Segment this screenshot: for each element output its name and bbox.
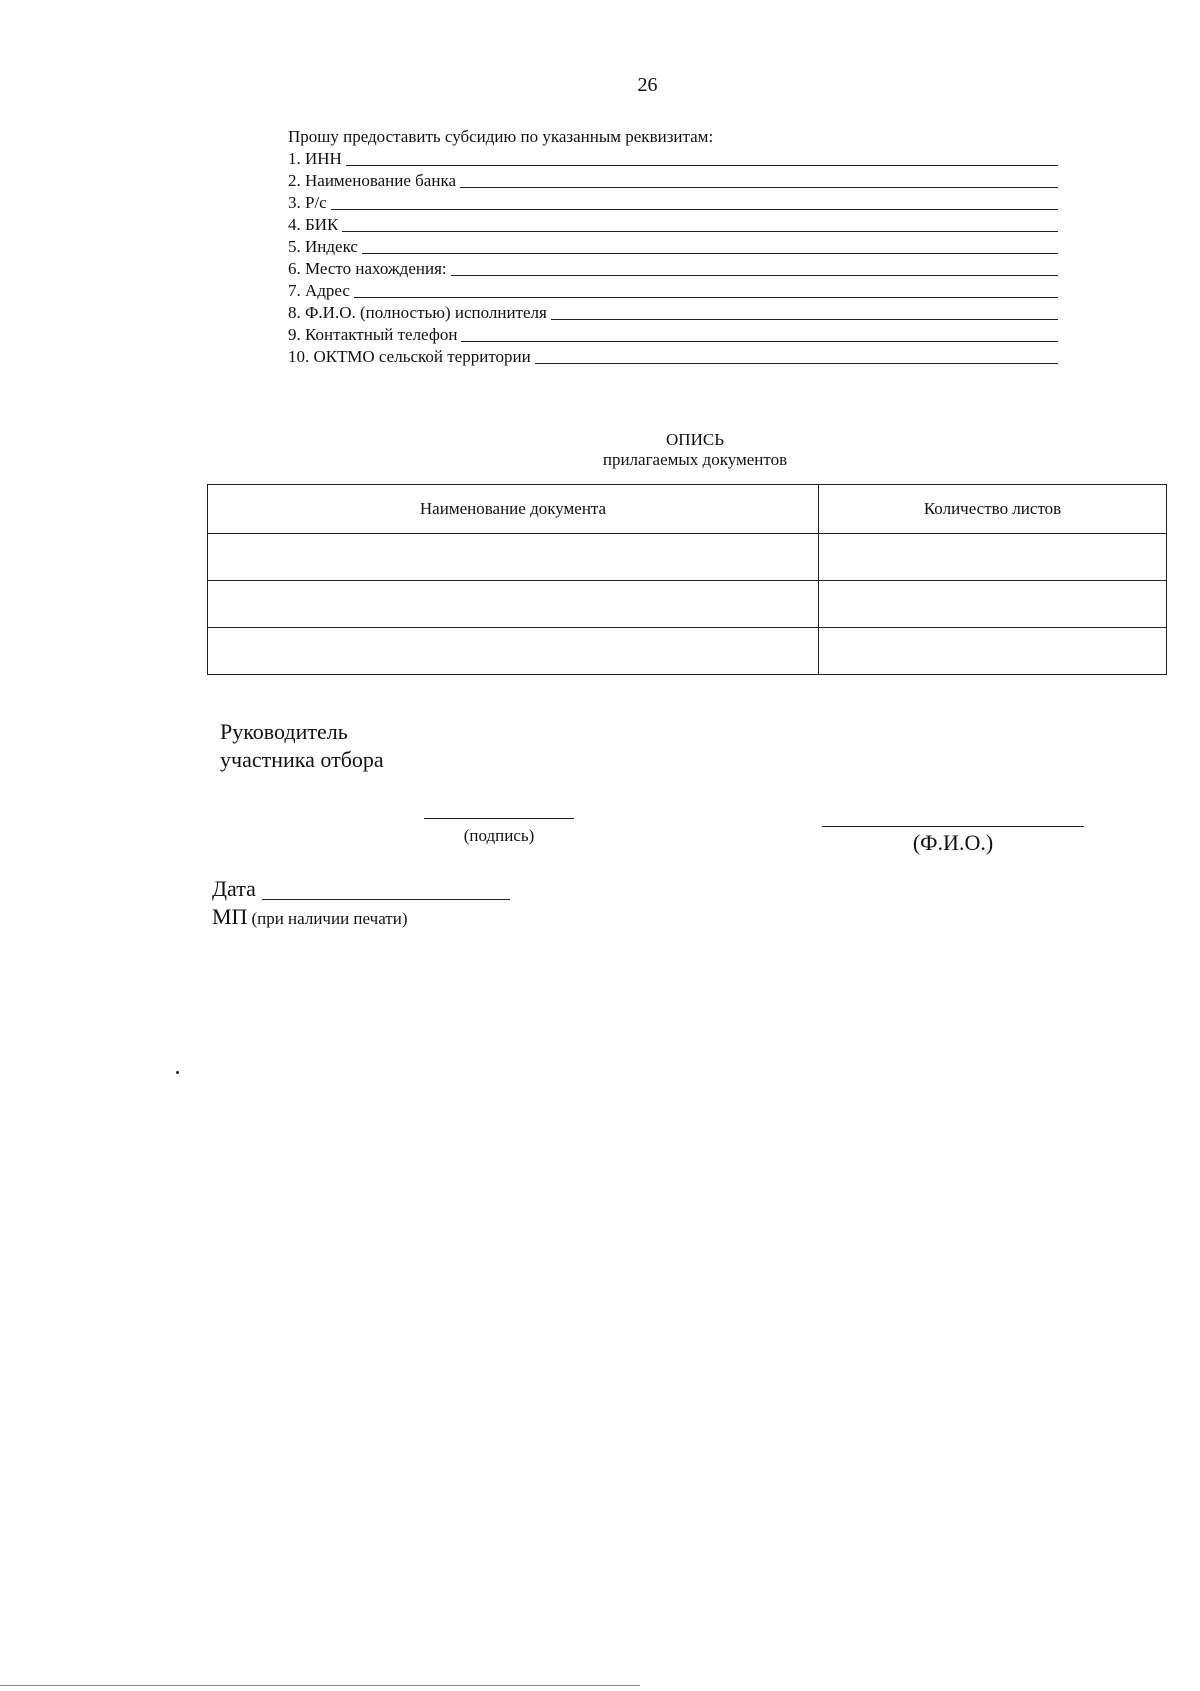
page-number: 26 <box>637 74 658 96</box>
requisite-label: 1. ИНН <box>288 149 342 168</box>
date-label: Дата <box>212 876 256 901</box>
requisite-account <box>288 192 1058 214</box>
requisite-label: 5. Индекс <box>288 237 358 256</box>
table-cell-document-name[interactable] <box>208 534 819 581</box>
requisite-label: 3. Р/с <box>288 193 327 212</box>
full-name-caption: (Ф.И.О.) <box>912 830 994 855</box>
requisite-bank-name <box>288 170 1058 192</box>
table-cell-document-name[interactable] <box>208 628 819 675</box>
stamp-block <box>212 904 408 933</box>
requisite-fill-line[interactable] <box>451 274 1058 276</box>
column-header-sheet-count: Количество листов <box>819 485 1167 534</box>
requisite-fill-line[interactable] <box>354 296 1058 298</box>
table-cell-sheet-count[interactable] <box>819 581 1167 628</box>
requisite-label: 9. Контактный телефон <box>288 325 458 344</box>
inventory-heading <box>0 430 1200 470</box>
table-header-row <box>208 485 1167 534</box>
requisite-label: 10. ОКТМО сельской территории <box>288 347 531 366</box>
documents-table <box>207 484 1167 675</box>
requisite-executor-name <box>288 302 1058 324</box>
requisites-block <box>288 126 1058 368</box>
table-row <box>208 581 1167 628</box>
requisite-fill-line[interactable] <box>342 230 1058 232</box>
requisite-fill-line[interactable] <box>460 186 1058 188</box>
scan-speck <box>176 1071 179 1074</box>
requisite-oktmo <box>288 346 1058 368</box>
requisite-label: 4. БИК <box>288 215 339 234</box>
signer-role-line1: Руководитель <box>220 719 348 744</box>
requisites-intro: Прошу предоставить субсидию по указанным реквизитам: <box>288 127 714 146</box>
requisite-bik <box>288 214 1058 236</box>
requisite-fill-line[interactable] <box>346 164 1058 166</box>
requisite-label: 2. Наименование банка <box>288 171 456 190</box>
signature-line[interactable] <box>424 818 574 819</box>
signer-role <box>220 718 384 774</box>
date-fill-line[interactable] <box>262 898 510 900</box>
table-row <box>208 628 1167 675</box>
inventory-title: ОПИСЬ <box>666 430 724 449</box>
requisite-label: 7. Адрес <box>288 281 350 300</box>
requisite-address <box>288 280 1058 302</box>
requisite-postal-index <box>288 236 1058 258</box>
requisite-fill-line[interactable] <box>331 208 1058 210</box>
requisite-fill-line[interactable] <box>461 340 1058 342</box>
signer-role-line2: участника отбора <box>220 747 384 772</box>
date-field <box>212 876 510 902</box>
requisite-label: 8. Ф.И.О. (полностью) исполнителя <box>288 303 547 322</box>
requisite-location <box>288 258 1058 280</box>
bottom-rule <box>0 1685 640 1686</box>
column-header-document-name: Наименование документа <box>208 485 819 534</box>
full-name-line[interactable] <box>822 826 1084 827</box>
table-row <box>208 534 1167 581</box>
requisite-fill-line[interactable] <box>551 318 1058 320</box>
requisite-label: 6. Место нахождения: <box>288 259 447 278</box>
stamp-note: (при наличии печати) <box>251 909 408 928</box>
inventory-subtitle: прилагаемых документов <box>602 450 788 469</box>
table-cell-sheet-count[interactable] <box>819 628 1167 675</box>
table-cell-document-name[interactable] <box>208 581 819 628</box>
requisite-inn <box>288 148 1058 170</box>
requisite-fill-line[interactable] <box>362 252 1058 254</box>
signature-caption: (подпись) <box>463 826 535 845</box>
stamp-label: МП <box>212 904 248 929</box>
requisite-phone <box>288 324 1058 346</box>
requisite-fill-line[interactable] <box>535 362 1058 364</box>
table-cell-sheet-count[interactable] <box>819 534 1167 581</box>
